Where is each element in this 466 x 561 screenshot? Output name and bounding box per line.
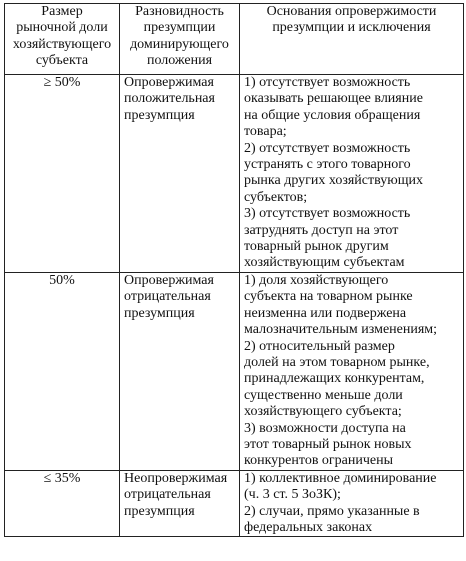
grounds-cell: 1) коллективное доминирование (ч. 3 ст. 5 ЗоЗК); 2) случаи, прямо указанные в федеральных законах [240,470,464,537]
presumption-type-cell: Опровержимая отрицательная презумпция [120,272,240,470]
grounds-cell: 1) доля хозяйствующего субъекта на товарном рынке неизменна или подвержена малозначительным изменениям; 2) относительный размер долей на этом товарном рынке, принадлежащих конкурентам, существенно меньше доли хозяйствующего субъекта; 3) возможности доступа на этот товарный рынок новых конкурентов ограничены [240,272,464,470]
table-row [5,272,464,470]
table-row [5,470,464,537]
header-row [5,4,464,75]
header-market-share: Размер рыночной доли хозяйствующего субъекта [5,4,120,75]
grounds-cell: 1) отсутствует возможность оказывать решающее влияние на общие условия обращения товара; 2) отсутствует возможность устранять с этого товарного рынка других хозяйствующих субъектов; 3) отсутствует возможность затруднять доступ на этот товарный рынок другим хозяйствующим субъектам [240,75,464,273]
presumption-type-cell: Неопровержимая отрицательная презумпция [120,470,240,537]
presumption-type-cell: Опровержимая положительная презумпция [120,75,240,273]
presumption-table [4,3,464,537]
header-grounds: Основания опровержимости презумпции и исключения [240,4,464,75]
table-header [5,4,464,75]
market-share-cell: ≤ 35% [5,470,120,537]
market-share-cell: 50% [5,272,120,470]
market-share-cell: ≥ 50% [5,75,120,273]
header-presumption-type: Разновидность презумпции доминирующего положения [120,4,240,75]
table-body [5,75,464,537]
table-row [5,75,464,273]
